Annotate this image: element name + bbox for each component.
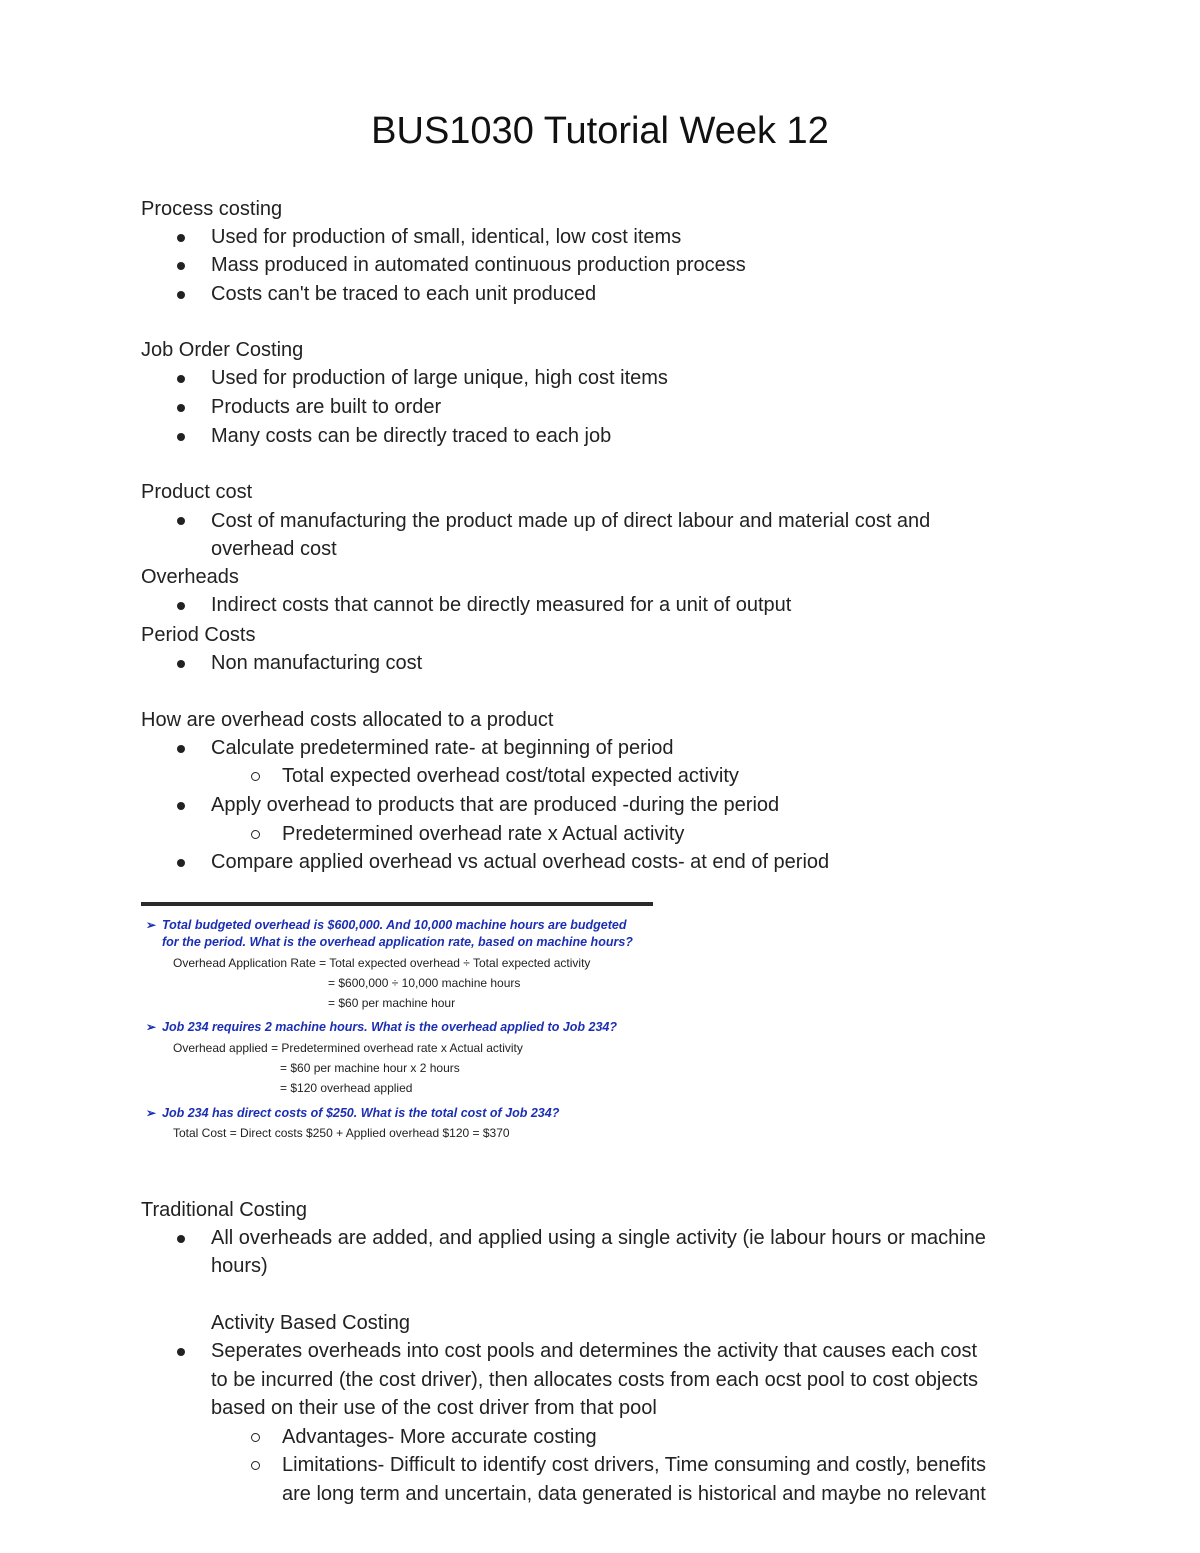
bullet-icon [177, 1235, 185, 1243]
sub-list-item: Predetermined overhead rate x Actual activity [282, 823, 685, 845]
slide-calc-1-step: = $600,000 ÷ 10,000 machine hours [328, 976, 521, 990]
list-item: Used for production of large unique, high cost items [211, 367, 668, 389]
section-heading-allocation: How are overhead costs allocated to a product [141, 709, 554, 731]
slide-calc-2-step: = $60 per machine hour x 2 hours [280, 1061, 460, 1075]
bullet-icon [177, 291, 185, 299]
bullet-icon [177, 517, 185, 525]
sub-list-item: Advantages- More accurate costing [282, 1426, 597, 1448]
arrow-bullet-icon: ➢ [146, 1020, 157, 1034]
bullet-icon [177, 602, 185, 610]
sub-bullet-icon [251, 830, 260, 839]
section-heading-process: Process costing [141, 198, 283, 220]
list-item: Products are built to order [211, 396, 442, 418]
list-item-continuation: based on their use of the cost driver from that pool [211, 1397, 657, 1419]
list-item-continuation: to be incurred (the cost driver), then allocates costs from each ocst pool to cost objects [211, 1369, 979, 1391]
sub-bullet-icon [251, 772, 260, 781]
arrow-bullet-icon: ➢ [146, 918, 157, 932]
sub-list-item-continuation: are long term and uncertain, data generated is historical and maybe no relevant [282, 1483, 986, 1505]
section-heading-job-order: Job Order Costing [141, 339, 304, 361]
list-item: Many costs can be directly traced to each job [211, 425, 612, 447]
slide-question-1: Total budgeted overhead is $600,000. And 10,000 machine hours are budgeted [162, 918, 627, 932]
list-item: Non manufacturing cost [211, 652, 423, 674]
page-title: BUS1030 Tutorial Week 12 [371, 110, 829, 152]
slide-calc-2-result: = $120 overhead applied [280, 1081, 413, 1095]
list-item: Mass produced in automated continuous production process [211, 254, 746, 276]
list-item: Compare applied overhead vs actual overhead costs- at end of period [211, 851, 830, 873]
slide-question-2: Job 234 requires 2 machine hours. What is the overhead applied to Job 234? [162, 1020, 617, 1034]
slide-top-border [141, 902, 653, 906]
slide-calc-3: Total Cost = Direct costs $250 + Applied overhead $120 = $370 [173, 1126, 510, 1140]
section-heading-period-costs: Period Costs [141, 624, 256, 646]
list-item: Seperates overheads into cost pools and determines the activity that causes each cost [211, 1340, 977, 1362]
section-heading-product-cost: Product cost [141, 481, 253, 503]
bullet-icon [177, 234, 185, 242]
sub-list-item: Limitations- Difficult to identify cost drivers, Time consuming and costly, benefits [282, 1454, 986, 1476]
bullet-icon [177, 859, 185, 867]
slide-question-3: Job 234 has direct costs of $250. What is the total cost of Job 234? [162, 1106, 560, 1120]
bullet-icon [177, 745, 185, 753]
bullet-icon [177, 660, 185, 668]
section-heading-overheads: Overheads [141, 566, 239, 588]
arrow-bullet-icon: ➢ [146, 1106, 157, 1120]
list-item-continuation: overhead cost [211, 538, 337, 560]
bullet-icon [177, 262, 185, 270]
sub-bullet-icon [251, 1433, 260, 1442]
bullet-icon [177, 802, 185, 810]
list-item: Costs can't be traced to each unit produced [211, 283, 597, 305]
list-item: All overheads are added, and applied using a single activity (ie labour hours or machine [211, 1227, 986, 1249]
bullet-icon [177, 433, 185, 441]
list-item: Indirect costs that cannot be directly measured for a unit of output [211, 594, 792, 616]
bullet-icon [177, 375, 185, 383]
sub-list-item: Total expected overhead cost/total expected activity [282, 765, 739, 787]
list-item: Cost of manufacturing the product made up of direct labour and material cost and [211, 510, 931, 532]
bullet-icon [177, 1348, 185, 1356]
list-item: Used for production of small, identical, low cost items [211, 226, 682, 248]
slide-calc-2: Overhead applied = Predetermined overhead rate x Actual activity [173, 1041, 523, 1055]
sub-bullet-icon [251, 1461, 260, 1470]
section-heading-abc: Activity Based Costing [211, 1312, 410, 1334]
slide-calc-1-result: = $60 per machine hour [328, 996, 456, 1010]
overhead-example-slide [141, 902, 653, 1160]
list-item-continuation: hours) [211, 1255, 268, 1277]
list-item: Calculate predetermined rate- at beginning of period [211, 737, 674, 759]
list-item: Apply overhead to products that are produced -during the period [211, 794, 780, 816]
slide-calc-1: Overhead Application Rate = Total expected overhead ÷ Total expected activity [173, 956, 591, 970]
section-heading-traditional: Traditional Costing [141, 1199, 308, 1221]
bullet-icon [177, 404, 185, 412]
slide-question-1-cont: for the period. What is the overhead application rate, based on machine hours? [162, 935, 633, 949]
